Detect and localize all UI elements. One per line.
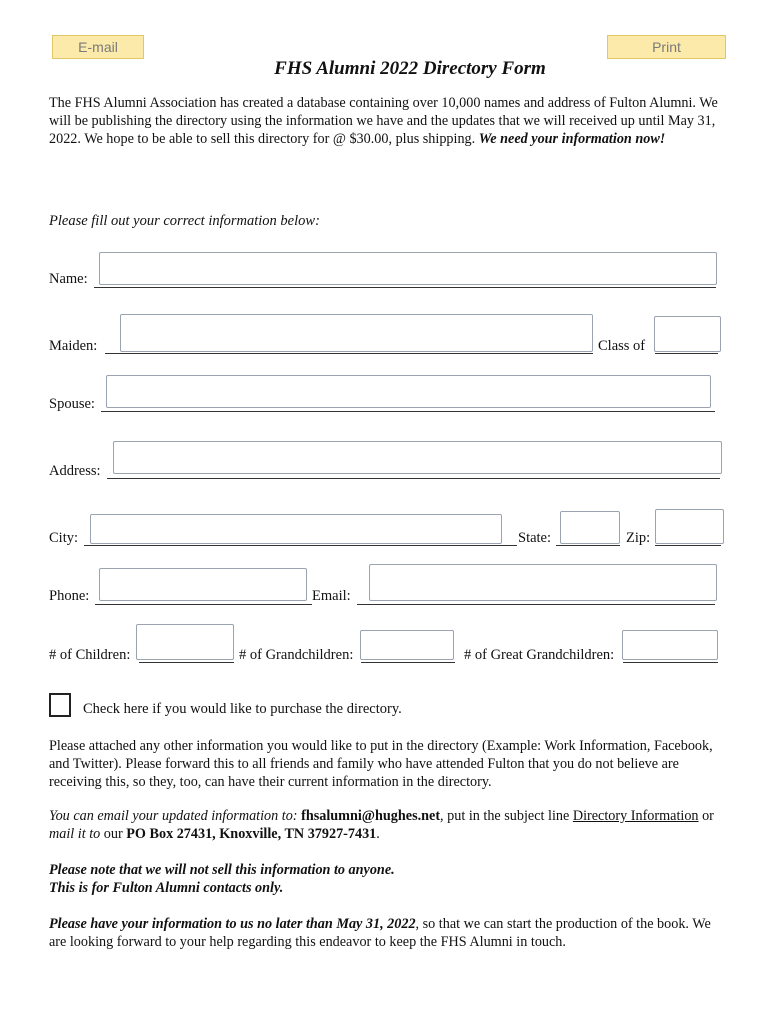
intro-text: The FHS Alumni Association has created a database containing over 10,000 names and address of Fulton Alumni. We will be publishing the directory using the information we have and the updates that we will received up until May 31, 2022. We hope to be able to sell this directory for @ $30.00, plus shipping. [49,95,718,147]
city-label: City: [49,530,79,546]
privacy-note-line2: This is for Fulton Alumni contacts only. [49,880,284,896]
zip-field[interactable] [655,509,724,544]
class-of-field[interactable] [654,316,721,352]
state-underline [556,545,620,546]
maiden-label: Maiden: [49,338,98,354]
name-field[interactable] [99,252,717,285]
contact-lead: You can email your updated information to: [49,808,298,824]
contact-paragraph [49,807,729,843]
intro-emphasis: We need your information now! [478,131,666,147]
form-lead: Please fill out your correct information below: [49,213,320,229]
contact-or: or [702,808,714,824]
great-grandchildren-field[interactable] [622,630,718,660]
contact-end: . [376,826,380,842]
attach-paragraph: Please attached any other information you would like to put in the directory (Example: Work Information, Facebook, and Twitter). Please forward this to all friends and family who have attended Fulton that you do not believe are receiving this, so they, too, can have their current information in the directory. [49,738,713,790]
phone-field[interactable] [99,568,307,601]
address-field[interactable] [113,441,722,474]
name-label: Name: [49,271,88,287]
spouse-underline [101,411,715,412]
contact-our: our [103,826,123,842]
contact-address: PO Box 27431, Knoxville, TN 37927-7431 [126,826,377,842]
spouse-label: Spouse: [49,396,95,412]
grandchildren-field[interactable] [360,630,454,660]
intro-paragraph [49,94,729,148]
email-button[interactable]: E-mail [52,35,144,59]
address-underline [107,478,720,479]
city-underline [84,545,517,546]
email-field[interactable] [369,564,717,601]
privacy-note-line1: Please note that we will not sell this information to anyone. [49,862,395,878]
contact-mid: , put in the subject line [440,808,570,824]
great-grandchildren-label: # of Great Grandchildren: [464,647,615,663]
phone-underline [95,604,312,605]
children-label: # of Children: [49,647,131,663]
maiden-field[interactable] [120,314,593,352]
address-label: Address: [49,463,101,479]
privacy-note [49,861,729,897]
zip-label: Zip: [626,530,651,546]
maiden-underline [105,353,593,354]
purchase-checkbox[interactable] [49,693,71,717]
class-of-label: Class of [598,338,646,354]
state-label: State: [518,530,552,546]
email-underline [357,604,715,605]
name-underline [94,287,716,288]
grandchildren-underline [361,662,455,663]
spouse-field[interactable] [106,375,711,408]
children-underline [139,662,234,663]
email-label: Email: [312,588,351,604]
deadline-bold: Please have your information to us no later than May 31, 2022 [49,916,416,932]
grandchildren-label: # of Grandchildren: [239,647,354,663]
state-field[interactable] [560,511,620,544]
zip-underline [655,545,721,546]
page-title: FHS Alumni 2022 Directory Form [274,58,546,79]
deadline-paragraph [49,915,729,951]
class-of-underline [655,353,718,354]
contact-mail-lead: mail it to [49,826,101,842]
contact-email[interactable]: fhsalumni@hughes.net [301,808,441,824]
city-field[interactable] [90,514,502,544]
great-grandchildren-underline [623,662,718,663]
phone-label: Phone: [49,588,90,604]
purchase-checkbox-label: Check here if you would like to purchase the directory. [83,701,402,717]
contact-subject: Directory Information [572,808,699,824]
print-button[interactable]: Print [607,35,726,59]
children-field[interactable] [136,624,234,660]
deadline-rest: , so that we can start the production of the book. We are looking forward to your help regarding this endeavor to keep the FHS Alumni in touch. [49,916,711,950]
